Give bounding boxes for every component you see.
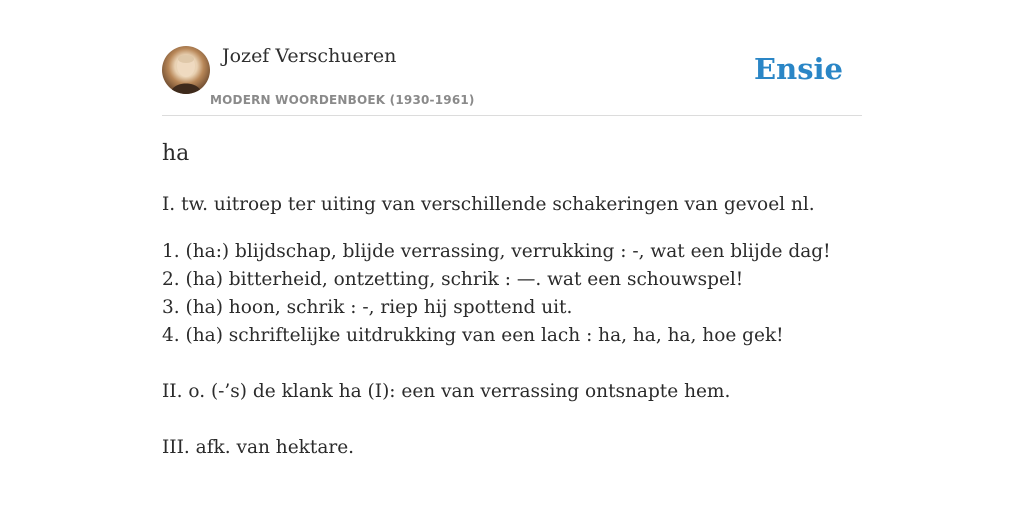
card-header <box>162 0 862 116</box>
sense-item: 3. (ha) hoon, schrik : -, riep hij spottend uit. <box>162 297 573 318</box>
author-name[interactable]: Jozef Verschueren <box>222 45 397 67</box>
page-title: ha <box>162 141 190 166</box>
author-portrait-icon <box>162 46 210 94</box>
dictionary-card <box>162 0 862 512</box>
sense-item: 1. (ha:) blijdschap, blijde verrassing, verrukking : -, wat een blijde dag! <box>162 241 831 262</box>
sense-item: 4. (ha) schriftelijke uitdrukking van een lach : ha, ha, ha, hoe gek! <box>162 325 784 346</box>
sense-item: 2. (ha) bitterheid, ontzetting, schrik : —. wat een schouwspel! <box>162 269 744 290</box>
definition-three: III. afk. van hektare. <box>162 437 355 458</box>
definition-one: I. tw. uitroep ter uiting van verschillende schakeringen van gevoel nl. <box>162 194 815 215</box>
brand-logo[interactable]: Ensie <box>754 52 843 86</box>
definition-two: II. o. (-’s) de klank ha (I): een van verrassing ontsnapte hem. <box>162 381 731 402</box>
source-label[interactable]: MODERN WOORDENBOEK (1930-1961) <box>210 93 475 107</box>
avatar[interactable] <box>162 46 210 94</box>
